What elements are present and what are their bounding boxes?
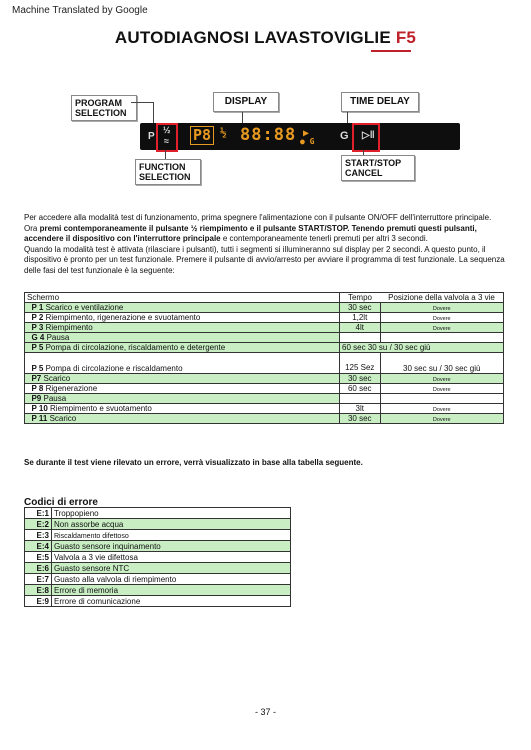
table-row <box>25 585 291 596</box>
row-phase <box>25 384 340 394</box>
table-row <box>25 374 504 384</box>
phase-valve: 30 sec su / 30 sec giù <box>380 353 504 374</box>
table-row <box>25 530 291 541</box>
error-code: E:3 <box>25 530 52 541</box>
table-header-row <box>25 293 504 303</box>
row-phase <box>25 353 340 374</box>
row-phase <box>25 323 340 333</box>
table-row <box>25 552 291 563</box>
phase-time: 4lt <box>340 323 381 333</box>
phase-code: P 8 <box>31 384 44 393</box>
function-selection-highlight <box>156 123 178 152</box>
table-row <box>25 384 504 394</box>
phase-desc: Pompa di circolazione, riscaldamento e detergente <box>45 343 226 352</box>
program-digit: P8 <box>190 126 214 145</box>
error-code: E:9 <box>25 596 52 607</box>
error-desc: Guasto sensore inquinamento <box>52 541 291 552</box>
error-code: E:4 <box>25 541 52 552</box>
phase-code: P 1 <box>31 303 44 312</box>
page-number: - 37 - <box>254 707 276 717</box>
phase-time: 125 Sez <box>340 353 381 374</box>
row-phase <box>25 343 340 353</box>
phase-code: P 5 <box>31 364 44 373</box>
callout-line: CANCEL <box>345 168 383 178</box>
error-codes-table <box>24 507 291 607</box>
phase-time: 30 sec <box>340 303 381 313</box>
play-icon: ▶ <box>303 128 310 139</box>
program-button[interactable]: P <box>148 131 155 142</box>
title-model: F5 <box>395 28 417 47</box>
page-title <box>0 28 531 48</box>
phase-time: 30 sec <box>340 374 381 384</box>
error-code: E:2 <box>25 519 52 530</box>
row-phase <box>25 414 340 424</box>
phase-desc: Pausa <box>46 333 70 342</box>
delay-button[interactable]: G <box>340 130 349 142</box>
callout-line: FUNCTION <box>139 162 186 172</box>
row-phase <box>25 313 340 323</box>
phase-valve <box>380 333 504 343</box>
table-row <box>25 574 291 585</box>
table-row <box>25 563 291 574</box>
phase-time <box>340 333 381 343</box>
error-code: E:1 <box>25 508 52 519</box>
table-row <box>25 323 504 333</box>
phase-time: 60 sec 30 su / 30 sec giù <box>340 343 504 353</box>
table-row <box>25 333 504 343</box>
phase-desc: Riempimento e svuotamento <box>50 404 152 413</box>
phase-code: P9 <box>31 394 42 403</box>
intro-paragraph: Per accedere alla modalità test di funzionamento, prima spegnere l'alimentazione con il pulsante ON/OFF dell'interruttore principale. <box>24 213 492 222</box>
error-code: E:8 <box>25 585 52 596</box>
error-desc: Errore di comunicazione <box>52 596 291 607</box>
phase-time: 60 sec <box>340 384 381 394</box>
start-stop-highlight <box>352 123 380 152</box>
callout-line: SELECTION <box>75 108 127 118</box>
phase-time: 3lt <box>340 404 381 414</box>
function-selection-callout <box>135 159 201 185</box>
phase-desc: Pompa di circolazione e riscaldamento <box>45 364 183 373</box>
display-panel <box>140 123 460 150</box>
phase-valve <box>380 394 504 404</box>
phase-valve: Dovere <box>380 303 504 313</box>
drop-icon: ● G <box>300 137 315 146</box>
error-code: E:6 <box>25 563 52 574</box>
row-phase <box>25 333 340 343</box>
start-stop-callout <box>341 155 415 181</box>
program-selection-callout <box>71 95 137 121</box>
intro-paragraph <box>24 224 512 245</box>
phase-desc: Scarico <box>49 414 77 423</box>
intro-paragraph: Quando la modalità test è attivata (rilasciare i pulsanti), tutti i segmenti si illumineranno sul display per 2 secondi. A questo punto, il dispositivo è pronto per un test funzionale. Premere il pulsante di avvio/arresto per avviare il programma di test funzionale. La sequenza delle fasi del test funzionale è la seguente: <box>24 244 505 275</box>
callout-line: PROGRAM <box>75 98 122 108</box>
error-desc: Errore di memoria <box>52 585 291 596</box>
row-phase <box>25 394 340 404</box>
intro-bold: accendere il dispositivo con l'interruttore principale <box>24 234 221 244</box>
phase-valve: Dovere <box>380 323 504 333</box>
half-indicator: ½ <box>220 126 227 139</box>
error-code: E:5 <box>25 552 52 563</box>
table-row <box>25 343 504 353</box>
phase-code: P 10 <box>31 404 48 413</box>
callout-line: DISPLAY <box>224 96 268 107</box>
time-delay-callout <box>341 92 419 112</box>
table-row <box>25 414 504 424</box>
machine-translated-note: Machine Translated by Google <box>12 5 148 16</box>
error-code: E:7 <box>25 574 52 585</box>
table-row <box>25 394 504 404</box>
phase-code: P 11 <box>31 414 48 423</box>
error-desc: Valvola a 3 vie difettosa <box>52 552 291 563</box>
table-row <box>25 303 504 313</box>
header-time: Tempo <box>340 293 381 303</box>
error-codes-title: Codici di errore <box>24 497 98 508</box>
callout-line: SELECTION <box>139 172 191 182</box>
title-text: AUTODIAGNOSI LAVASTOVIGLIE <box>114 28 396 47</box>
phase-code: G 4 <box>31 333 45 342</box>
intro-bold: premi contemporaneamente il pulsante ½ riempimento e il pulsante START/STOP. Tenendo premuti questi pulsanti, <box>39 223 477 233</box>
table-row <box>25 508 291 519</box>
row-phase <box>25 303 340 313</box>
error-desc: Riscaldamento difettoso <box>52 530 291 541</box>
test-phase-table <box>24 292 504 424</box>
table-row <box>25 541 291 552</box>
error-desc: Guasto alla valvola di riempimento <box>52 574 291 585</box>
phase-time: 1,2lt <box>340 313 381 323</box>
header-screen: Schermo <box>25 293 340 303</box>
phase-desc: Riempimento, rigenerazione e svuotamento <box>45 313 201 322</box>
phase-code: P 2 <box>31 313 44 322</box>
intro-span: Ora <box>24 223 40 233</box>
leader-line <box>153 102 154 124</box>
phase-valve: Dovere <box>380 374 504 384</box>
phase-code: P 3 <box>31 323 44 332</box>
row-phase <box>25 374 340 384</box>
error-desc: Guasto sensore NTC <box>52 563 291 574</box>
header-valve: Posizione della valvola a 3 vie <box>380 293 504 303</box>
half-load-button[interactable]: ½ <box>163 125 171 135</box>
start-stop-icon[interactable]: ▷‖ <box>362 130 375 141</box>
callout-line: START/STOP <box>345 158 402 168</box>
phase-desc: Pausa <box>43 394 67 403</box>
phase-code: P 5 <box>31 343 44 352</box>
title-underline <box>371 50 411 52</box>
phase-desc: Rigenerazione <box>45 384 98 393</box>
phase-time <box>340 394 381 404</box>
phase-code: P7 <box>31 374 42 383</box>
wave-icon: ≈ <box>164 136 169 146</box>
table-row <box>25 404 504 414</box>
table-row <box>25 519 291 530</box>
callout-line: TIME DELAY <box>350 96 410 107</box>
phase-desc: Scarico <box>43 374 71 383</box>
time-digits: 88:88 <box>240 125 297 145</box>
error-desc: Non assorbe acqua <box>52 519 291 530</box>
table-row <box>25 596 291 607</box>
error-desc: Troppopieno <box>52 508 291 519</box>
phase-valve: Dovere <box>380 313 504 323</box>
control-panel-diagram <box>65 86 465 186</box>
phase-desc: Scarico e ventilazione <box>45 303 124 312</box>
table-row <box>25 313 504 323</box>
phase-valve: Dovere <box>380 384 504 394</box>
phase-time: 30 sec <box>340 414 381 424</box>
intro-text <box>24 213 512 277</box>
phase-valve: Dovere <box>380 404 504 414</box>
display-callout <box>213 92 279 112</box>
phase-desc: Riempimento <box>45 323 93 332</box>
error-note: Se durante il test viene rilevato un errore, verrà visualizzato in base alla tabella seguente. <box>24 458 363 467</box>
table-row <box>25 353 504 374</box>
intro-span: e contemporaneamente tenerli premuti per altri 3 secondi. <box>220 234 428 244</box>
phase-valve: Dovere <box>380 414 504 424</box>
row-phase <box>25 404 340 414</box>
leader-line <box>131 102 153 103</box>
